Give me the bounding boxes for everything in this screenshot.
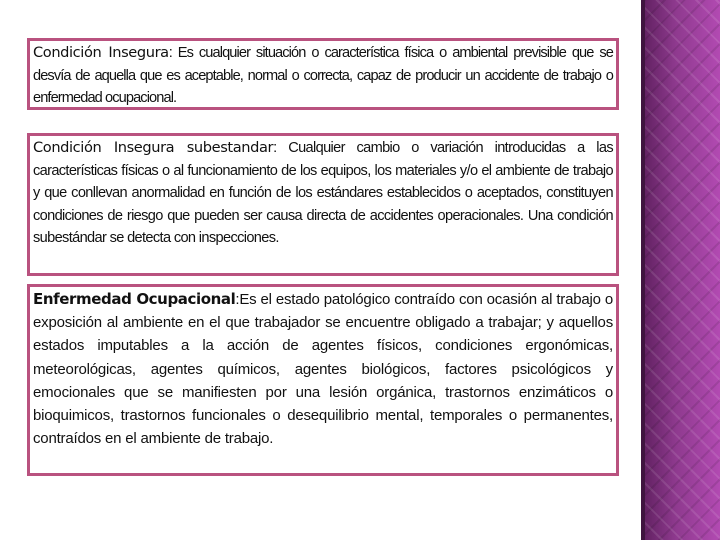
definition-text: Cualquier cambio o variación introducidas a las características físicas o al funcionamiento de los equipos, los materiales y/o el ambiente de trabajo y que conllevan anormalidad en función de los estándares establecidos o aceptados, constituyen condiciones de riesgo que pueden ser causa directa de accidentes operacionales. Una condición subestándar se detecta con inspecciones. xyxy=(33,140,613,246)
decorative-side-band xyxy=(641,0,720,540)
definition-term: Condición Insegura xyxy=(33,44,169,61)
definition-box-condicion-insegura xyxy=(27,38,619,110)
definition-box-condicion-insegura-subestandar xyxy=(27,133,619,276)
definition-paragraph xyxy=(33,137,613,250)
definition-text: Es el estado patológico contraído con ocasión al trabajo o exposición al ambiente en el que trabajador se encuentre obligado a trabajar; y aquellos estados imputables a la acción de agentes físicos, condiciones ergonómicas, meteorológicas, agentes químicos, agentes biológicos, factores psicológicos y emocionales que se manifiesten por una lesión orgánica, trastornos enzimáticos o bioquimicos, trastornos funcionales o desequilibrio mental, temporales o permanentes, contraídos en el ambiente de trabajo. xyxy=(33,291,613,448)
term-separator: : xyxy=(273,140,289,156)
definition-box-enfermedad-ocupacional xyxy=(27,284,619,476)
term-separator: : xyxy=(168,45,178,61)
term-separator: : xyxy=(235,291,240,308)
definition-paragraph xyxy=(33,288,613,450)
definition-term: Enfermedad Ocupacional xyxy=(33,290,236,308)
definition-paragraph xyxy=(33,42,613,110)
side-band-divider xyxy=(641,0,645,540)
definition-text: Es cualquier situación o característica física o ambiental previsible que se desvía de aquella que es aceptable, normal o correcta, capaz de producir un accidente de trabajo o enfermedad ocupacional. xyxy=(33,45,613,106)
definition-term: Condición Insegura subestandar xyxy=(33,139,274,156)
